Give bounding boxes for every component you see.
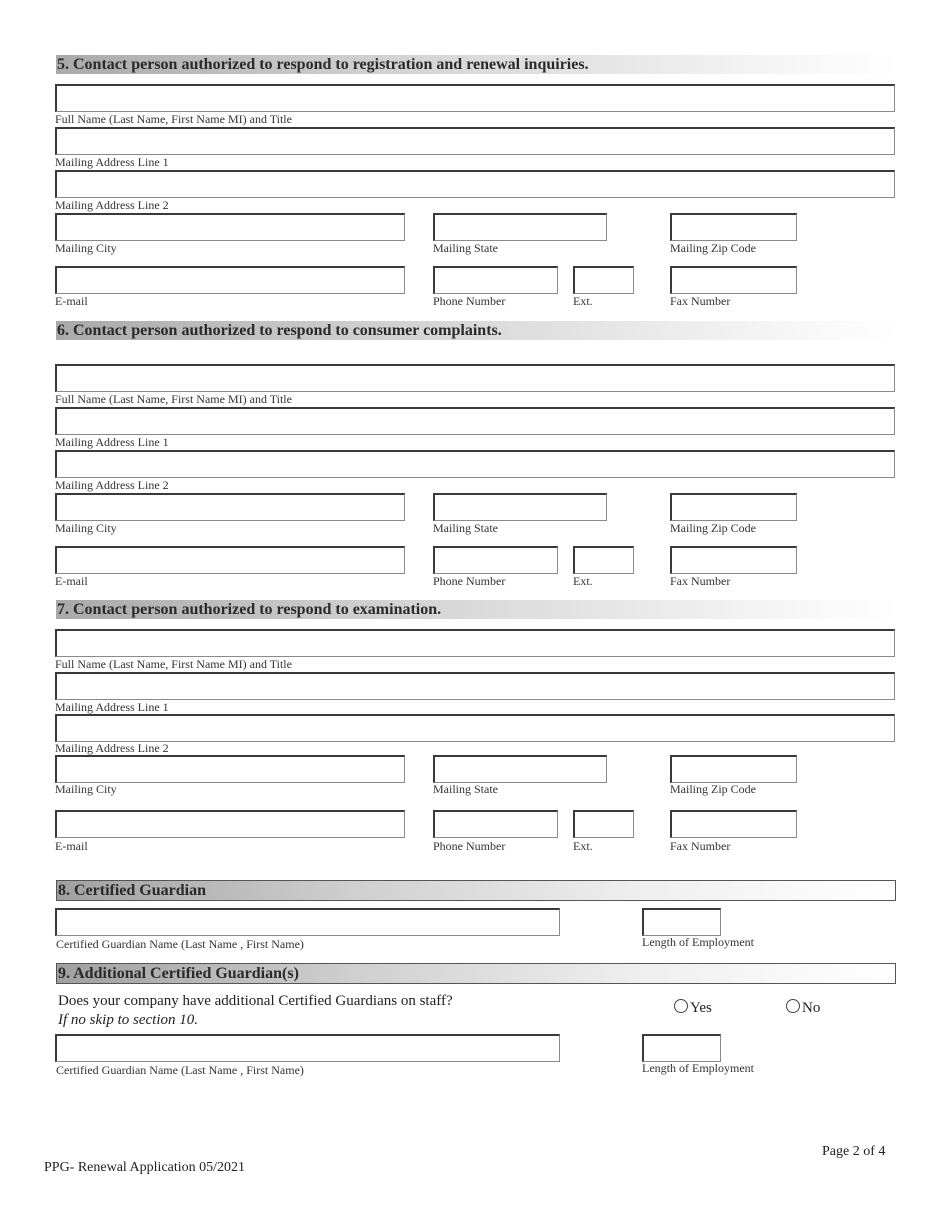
- s7-email-label: E-mail: [55, 839, 88, 853]
- s6-zip-input[interactable]: [670, 493, 797, 521]
- s9-yes-label: Yes: [690, 1000, 712, 1016]
- section-5-heading: 5. Contact person authorized to respond to registration and renewal inquiries.: [56, 55, 897, 74]
- s6-email-input[interactable]: [55, 546, 405, 574]
- s6-zip-label: Mailing Zip Code: [670, 521, 756, 535]
- s9-yes-radio[interactable]: [674, 999, 712, 1017]
- s5-state-label: Mailing State: [433, 241, 498, 255]
- s7-fax-input[interactable]: [670, 810, 797, 838]
- s5-email-input[interactable]: [55, 266, 405, 294]
- s6-ext-input[interactable]: [573, 546, 634, 574]
- s7-zip-label: Mailing Zip Code: [670, 782, 756, 796]
- s5-full-name-label: Full Name (Last Name, First Name MI) and Title: [55, 112, 292, 126]
- s9-length-label: Length of Employment: [642, 1061, 754, 1075]
- section-8-heading: 8. Certified Guardian: [56, 880, 896, 901]
- s8-length-label: Length of Employment: [642, 935, 754, 949]
- s7-full-name-label: Full Name (Last Name, First Name MI) and Title: [55, 657, 292, 671]
- s5-city-input[interactable]: [55, 213, 405, 241]
- form-id: PPG- Renewal Application 05/2021: [44, 1160, 246, 1175]
- page-number: Page 2 of 4: [822, 1144, 886, 1159]
- s7-city-label: Mailing City: [55, 782, 117, 796]
- s9-instruction: If no skip to section 10.: [58, 1012, 198, 1028]
- s6-address1-input[interactable]: [55, 407, 895, 435]
- s9-no-radio[interactable]: [786, 999, 820, 1017]
- section-9-heading: 9. Additional Certified Guardian(s): [56, 963, 896, 984]
- s7-phone-input[interactable]: [433, 810, 558, 838]
- s5-ext-label: Ext.: [573, 294, 593, 308]
- s7-ext-label: Ext.: [573, 839, 593, 853]
- s7-phone-label: Phone Number: [433, 839, 506, 853]
- s5-fax-label: Fax Number: [670, 294, 731, 308]
- s6-address1-label: Mailing Address Line 1: [55, 435, 169, 449]
- s6-address2-input[interactable]: [55, 450, 895, 478]
- s6-phone-label: Phone Number: [433, 574, 506, 588]
- s6-full-name-label: Full Name (Last Name, First Name MI) and Title: [55, 392, 292, 406]
- s7-zip-input[interactable]: [670, 755, 797, 783]
- s9-length-input[interactable]: [642, 1034, 721, 1062]
- s7-address2-label: Mailing Address Line 2: [55, 741, 169, 755]
- s9-no-label: No: [802, 1000, 821, 1016]
- s6-city-label: Mailing City: [55, 521, 117, 535]
- s5-full-name-input[interactable]: [55, 84, 895, 112]
- s8-guardian-name-input[interactable]: [55, 908, 560, 936]
- s6-phone-input[interactable]: [433, 546, 558, 574]
- s9-guardian-name-input[interactable]: [55, 1034, 560, 1062]
- s6-fax-label: Fax Number: [670, 574, 731, 588]
- s7-ext-input[interactable]: [573, 810, 634, 838]
- s7-state-input[interactable]: [433, 755, 607, 783]
- s6-city-input[interactable]: [55, 493, 405, 521]
- s7-fax-label: Fax Number: [670, 839, 731, 853]
- s7-state-label: Mailing State: [433, 782, 498, 796]
- s7-address1-label: Mailing Address Line 1: [55, 700, 169, 714]
- s6-full-name-input[interactable]: [55, 364, 895, 392]
- s5-address1-input[interactable]: [55, 127, 895, 155]
- s5-address2-input[interactable]: [55, 170, 895, 198]
- s5-phone-label: Phone Number: [433, 294, 506, 308]
- s7-full-name-input[interactable]: [55, 629, 895, 657]
- s5-fax-input[interactable]: [670, 266, 797, 294]
- s6-email-label: E-mail: [55, 574, 88, 588]
- s7-address1-input[interactable]: [55, 672, 895, 700]
- radio-circle-icon: [674, 999, 688, 1013]
- s5-ext-input[interactable]: [573, 266, 634, 294]
- radio-circle-icon: [786, 999, 800, 1013]
- s5-city-label: Mailing City: [55, 241, 117, 255]
- s5-phone-input[interactable]: [433, 266, 558, 294]
- s8-length-input[interactable]: [642, 908, 721, 936]
- s5-state-input[interactable]: [433, 213, 607, 241]
- s9-guardian-name-label: Certified Guardian Name (Last Name , First Name): [56, 1063, 304, 1077]
- s8-guardian-name-label: Certified Guardian Name (Last Name , First Name): [56, 937, 304, 951]
- s7-city-input[interactable]: [55, 755, 405, 783]
- s5-zip-input[interactable]: [670, 213, 797, 241]
- s7-address2-input[interactable]: [55, 714, 895, 742]
- s5-address1-label: Mailing Address Line 1: [55, 155, 169, 169]
- s6-state-label: Mailing State: [433, 521, 498, 535]
- s7-email-input[interactable]: [55, 810, 405, 838]
- section-6-heading: 6. Contact person authorized to respond to consumer complaints.: [56, 321, 897, 340]
- s5-email-label: E-mail: [55, 294, 88, 308]
- s6-state-input[interactable]: [433, 493, 607, 521]
- section-7-heading: 7. Contact person authorized to respond to examination.: [56, 600, 897, 619]
- s5-zip-label: Mailing Zip Code: [670, 241, 756, 255]
- s5-address2-label: Mailing Address Line 2: [55, 198, 169, 212]
- s6-ext-label: Ext.: [573, 574, 593, 588]
- s9-question: Does your company have additional Certified Guardians on staff?: [58, 993, 453, 1009]
- s6-address2-label: Mailing Address Line 2: [55, 478, 169, 492]
- s6-fax-input[interactable]: [670, 546, 797, 574]
